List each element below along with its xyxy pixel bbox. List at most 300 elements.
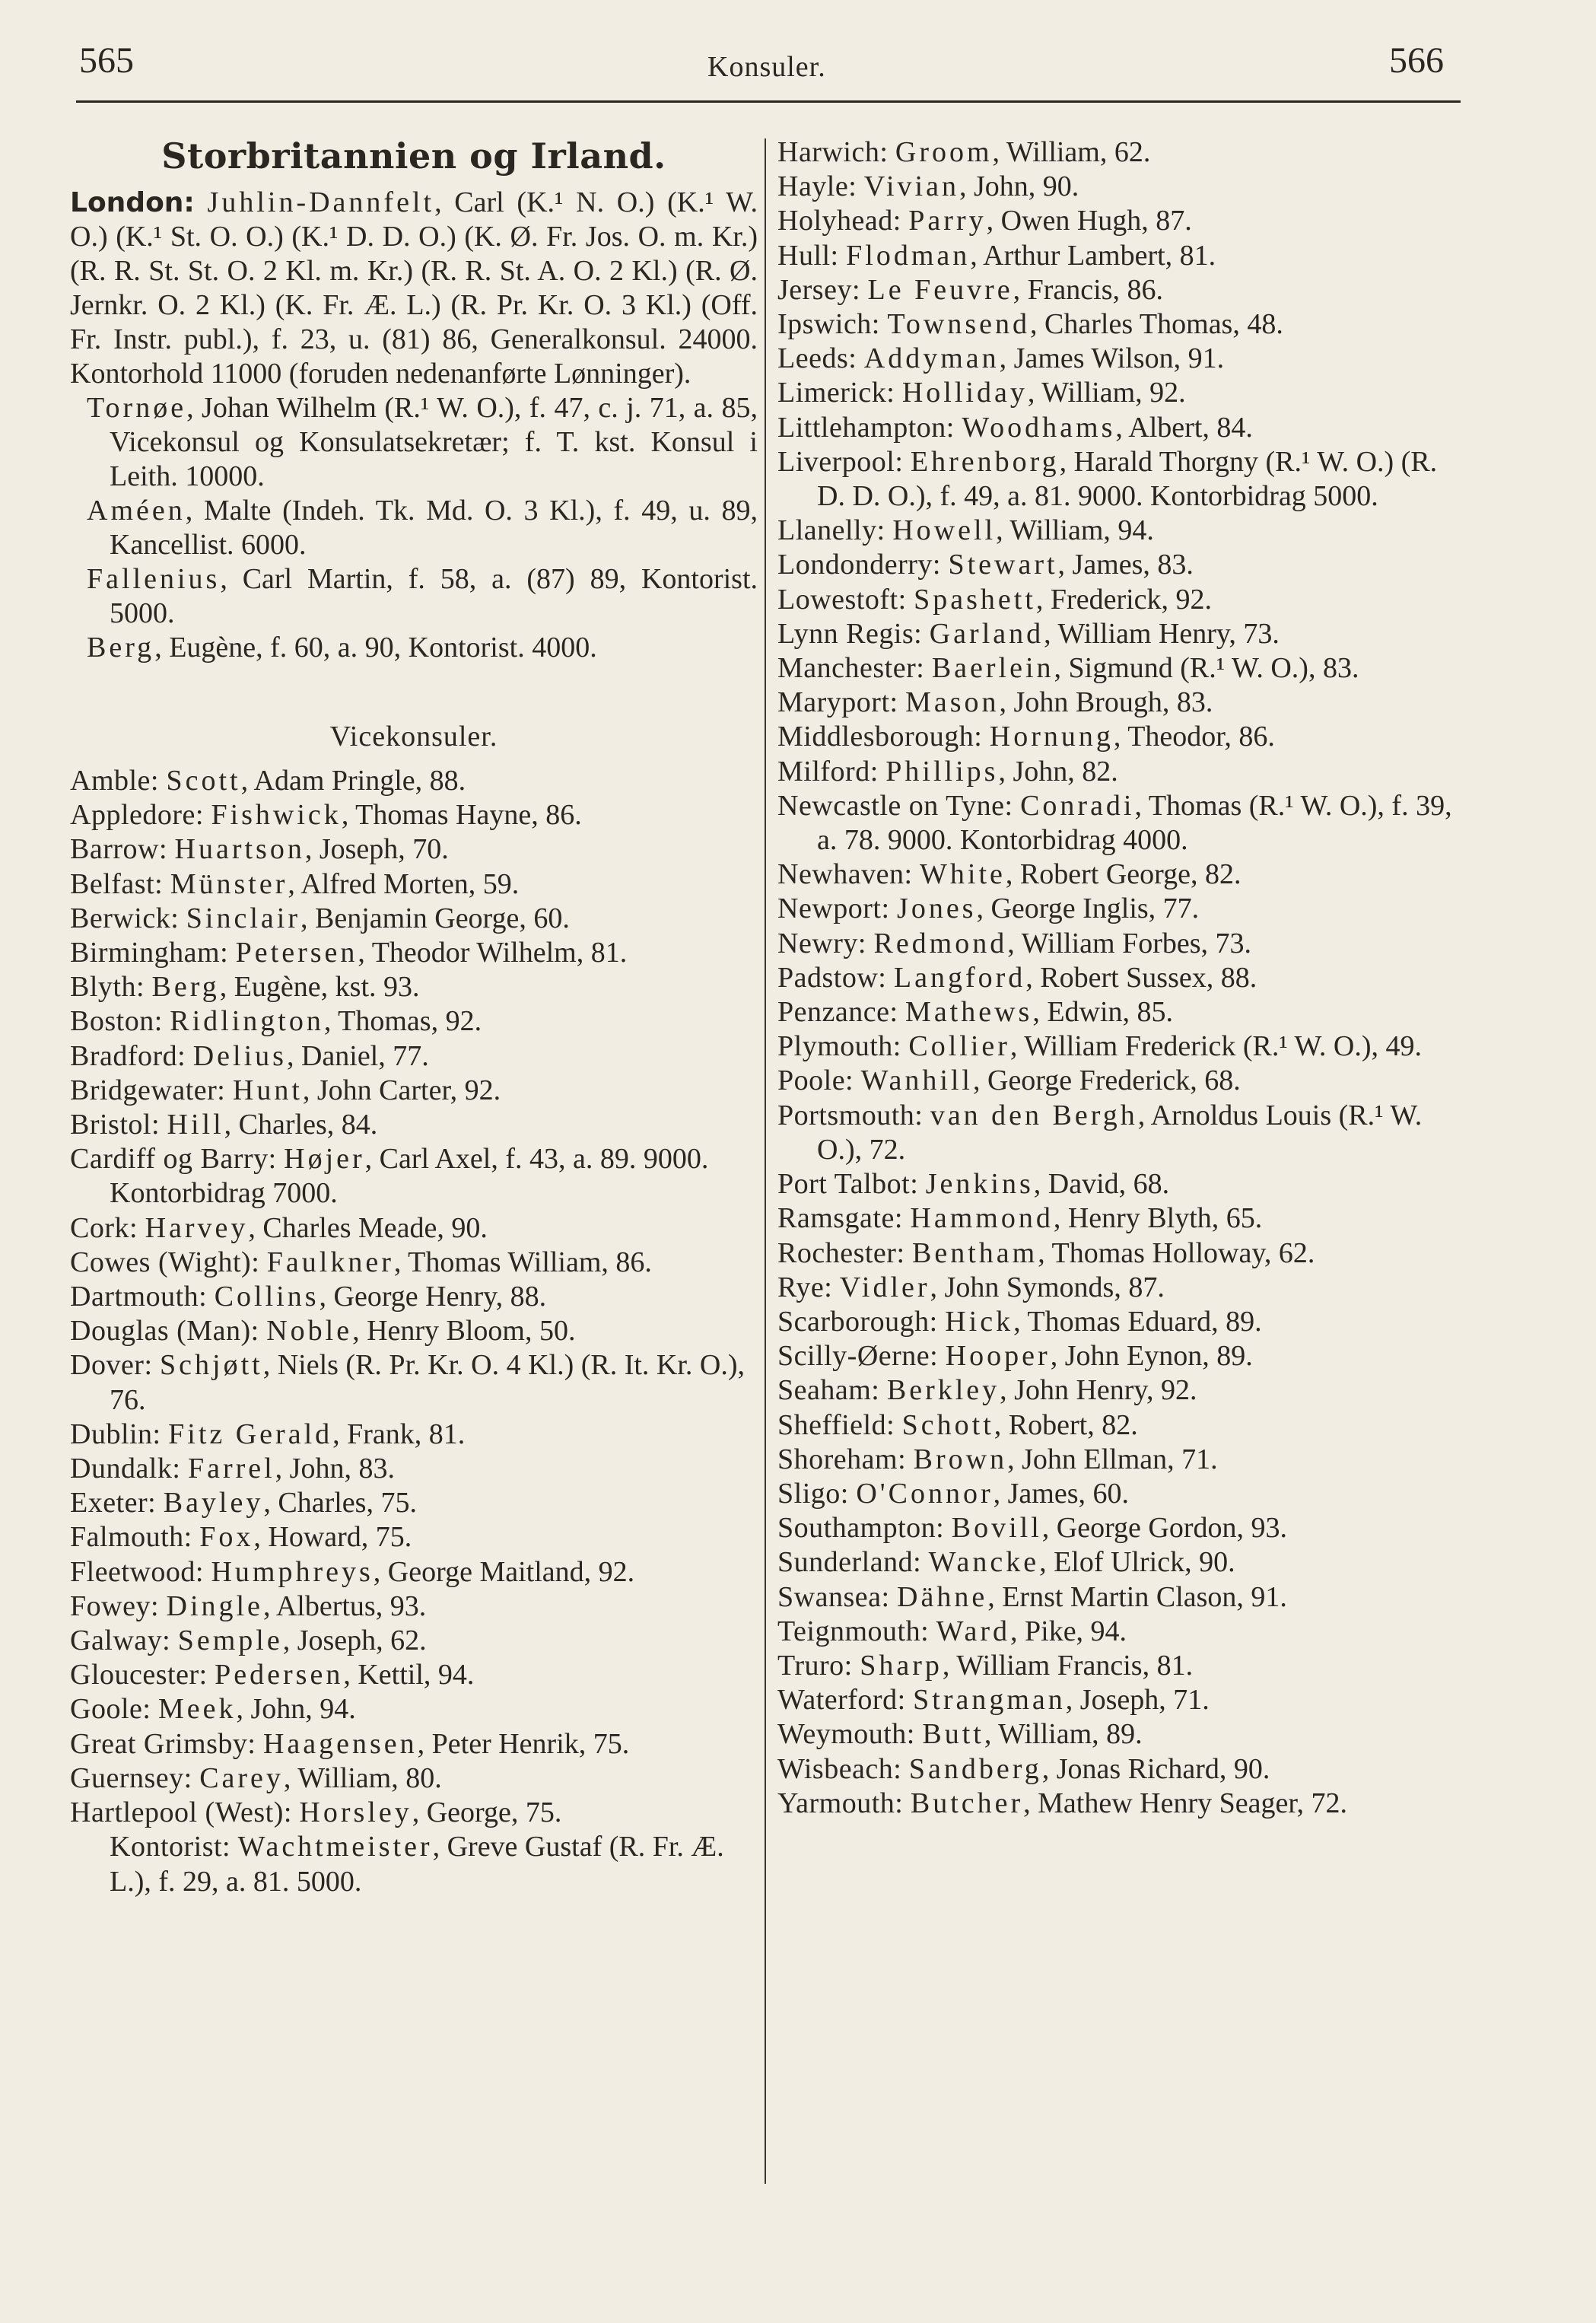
staff-entry <box>70 562 758 631</box>
entry-details: , Sigmund (R.¹ W. O.), 83. <box>1054 652 1359 685</box>
entry-name: Howell <box>892 514 997 547</box>
entry-name: Højer <box>284 1143 365 1176</box>
list-item <box>777 1511 1462 1545</box>
entry-details: , Charles Meade, 90. <box>248 1211 488 1244</box>
list-item <box>777 1649 1462 1683</box>
entry-name: Horsley <box>299 1796 412 1829</box>
entry-details: , George Gordon, 93. <box>1041 1512 1288 1545</box>
entry-details: , Thomas (R.¹ W. O.), f. 39, a. 78. 9000. Kontorbidrag 4000. <box>817 789 1452 857</box>
entry-details: , George Maitland, 92. <box>373 1555 635 1588</box>
column-divider <box>765 138 766 2184</box>
list-item <box>70 1418 758 1452</box>
entry-name: Ward <box>936 1615 1010 1647</box>
entry-name: Sinclair <box>186 902 300 934</box>
entry-details: , Thomas, 92. <box>323 1005 482 1038</box>
staff-details: , Johan Wilhelm (R.¹ W. O.), f. 47, c. j. 71, a. 85, Vicekonsul og Konsulatsekretær; f. T. kst. Konsul i Leith. 10000. <box>110 392 758 492</box>
entry-place: Lowestoft: <box>777 583 907 616</box>
list-item <box>70 1624 758 1658</box>
entry-details: , Joseph, 70. <box>304 833 449 866</box>
staff-name: Tornøe <box>87 392 187 424</box>
list-item <box>777 445 1462 514</box>
list-item <box>777 307 1462 342</box>
entry-place: Fowey: <box>70 1590 159 1622</box>
entry-place: Guernsey: <box>70 1761 192 1794</box>
page-header <box>0 33 1596 102</box>
entry-details: , Robert, 82. <box>994 1408 1138 1441</box>
entry-name: Schjøtt <box>160 1349 263 1382</box>
list-item <box>777 273 1462 307</box>
entry-place: Sheffield: <box>777 1408 895 1441</box>
entry-place: Littlehampton: <box>777 411 955 444</box>
entry-details: , Arthur Lambert, 81. <box>970 239 1216 272</box>
london-consul-general <box>70 186 758 391</box>
entry-place: Maryport: <box>777 686 898 719</box>
entry-name: Hammond <box>910 1202 1054 1235</box>
entry-details: , William, 80. <box>283 1761 442 1794</box>
list-item <box>777 583 1462 617</box>
list-item <box>777 755 1462 789</box>
list-item <box>777 1167 1462 1201</box>
entry-place: Wisbeach: <box>777 1752 902 1785</box>
list-item <box>777 1201 1462 1236</box>
entry-details: , Pike, 94. <box>1010 1615 1127 1647</box>
entry-details: , Ernst Martin Clason, 91. <box>987 1580 1287 1613</box>
entry-place: Blyth: <box>70 971 145 1004</box>
list-item <box>777 1339 1462 1373</box>
entry-details: , Frederick, 92. <box>1035 583 1213 616</box>
entry-details: , Eugène, kst. 93. <box>219 971 420 1004</box>
list-item <box>70 1039 758 1074</box>
list-item <box>70 764 758 798</box>
entry-details: , Theodor, 86. <box>1113 721 1275 753</box>
entry-details: , Adam Pringle, 88. <box>240 765 466 797</box>
entry-details: , William Frederick (R.¹ W. O.), 49. <box>1009 1030 1423 1063</box>
list-item <box>777 411 1462 445</box>
entry-name: Berg <box>151 971 220 1004</box>
list-item <box>70 1692 758 1726</box>
entry-place: Southampton: <box>777 1512 945 1545</box>
entry-details: , Robert George, 82. <box>1005 858 1242 891</box>
london-staff-list <box>70 391 758 665</box>
entry-place: Dover: <box>70 1349 153 1382</box>
page-number-left: 565 <box>79 40 134 81</box>
entry-details: , Peter Henrik, 75. <box>417 1727 630 1760</box>
entry-place: Dartmouth: <box>70 1281 208 1313</box>
entry-place: Truro: <box>777 1649 853 1682</box>
entry-name: Wanhill <box>860 1064 973 1097</box>
list-item <box>70 1761 758 1796</box>
entry-details: , Henry Blyth, 65. <box>1053 1202 1263 1235</box>
list-item <box>777 1787 1462 1821</box>
list-item <box>777 961 1462 995</box>
entry-details: , Thomas William, 86. <box>393 1246 652 1278</box>
entry-name: Semple <box>177 1625 283 1657</box>
list-item <box>70 1658 758 1692</box>
list-item <box>70 867 758 902</box>
entry-place: Dundalk: <box>70 1453 181 1485</box>
list-item <box>70 1211 758 1246</box>
entry-name: Pedersen <box>215 1659 344 1691</box>
entry-place: Goole: <box>70 1693 151 1726</box>
entry-name: Sharp <box>860 1649 943 1682</box>
list-item <box>70 970 758 1004</box>
staff-details: , Malte (Indeh. Tk. Md. O. 3 Kl.), f. 49, u. 89, Kancellist. 6000. <box>110 495 758 561</box>
list-item <box>777 342 1462 376</box>
entry-name: Langford <box>893 961 1026 994</box>
entry-details: , Theodor Wilhelm, 81. <box>358 937 628 969</box>
list-item <box>777 1580 1462 1615</box>
entry-name: Schott <box>901 1408 994 1441</box>
entry-details: , Elof Ulrick, 90. <box>1039 1546 1235 1579</box>
entry-name: Parry <box>908 205 987 237</box>
list-item <box>70 1280 758 1314</box>
entry-details: , George Frederick, 68. <box>973 1064 1241 1097</box>
entry-name: Groom <box>895 136 993 168</box>
entry-name: Flodman <box>846 239 971 272</box>
entry-details: , John Symonds, 87. <box>930 1271 1165 1303</box>
entry-place: Middlesborough: <box>777 721 983 753</box>
entry-name: Jenkins <box>925 1168 1034 1201</box>
list-item <box>777 617 1462 651</box>
entry-place: Rye: <box>777 1271 833 1303</box>
entry-details: , Niels (R. Pr. Kr. O. 4 Kl.) (R. It. Kr. O.), 76. <box>110 1349 746 1416</box>
entry-name: Mason <box>905 686 1000 719</box>
entry-place: Port Talbot: <box>777 1168 919 1201</box>
entry-details: , Albert, 84. <box>1115 411 1253 444</box>
list-item <box>777 548 1462 582</box>
entry-place: Limerick: <box>777 377 895 409</box>
entry-place: Amble: <box>70 765 159 797</box>
entry-place: Exeter: <box>70 1487 157 1519</box>
entry-details: , John Henry, 92. <box>1000 1374 1197 1407</box>
entry-place: Berwick: <box>70 902 180 934</box>
entry-place: Milford: <box>777 755 879 788</box>
entry-details: , Thomas Eduard, 89. <box>1013 1305 1262 1338</box>
entry-place: Kontorist: <box>110 1831 231 1863</box>
entry-name: Meek <box>157 1693 237 1726</box>
entry-place: Cork: <box>70 1211 138 1244</box>
entry-name: Dähne <box>897 1580 988 1613</box>
list-item <box>777 1477 1462 1511</box>
entry-name: Collins <box>214 1281 320 1313</box>
entry-details: , Jonas Richard, 90. <box>1041 1752 1270 1785</box>
entry-details: , James, 60. <box>993 1477 1129 1510</box>
entry-place: Swansea: <box>777 1580 890 1613</box>
entry-details: , John, 90. <box>959 170 1079 203</box>
entry-place: Holyhead: <box>777 205 901 237</box>
entry-name: Brown <box>913 1443 1008 1475</box>
list-item <box>70 832 758 867</box>
entry-place: Newry: <box>777 927 866 959</box>
entry-name: Phillips <box>885 755 999 788</box>
right-vicekonsul-list <box>777 135 1462 1821</box>
entry-name: Noble <box>266 1315 353 1348</box>
entry-place: Waterford: <box>777 1684 906 1717</box>
list-item <box>777 1064 1462 1098</box>
entry-details: , Alfred Morten, 59. <box>288 867 520 900</box>
list-item <box>777 1271 1462 1305</box>
entry-place: Newport: <box>777 893 890 925</box>
entry-place: Bridgewater: <box>70 1074 226 1106</box>
entry-place: Lynn Regis: <box>777 617 923 650</box>
entry-place: Boston: <box>70 1005 163 1038</box>
entry-name: Wachtmeister <box>237 1831 433 1863</box>
entry-details: , Greve Gustaf (R. Fr. Æ. L.), f. 29, a. 81. 5000. <box>110 1831 724 1898</box>
london-label: London: <box>70 187 195 218</box>
entry-details: , John, 94. <box>236 1693 356 1726</box>
entry-place: Shoreham: <box>777 1443 907 1475</box>
entry-place: Hayle: <box>777 170 857 203</box>
entry-name: Bayley <box>163 1487 264 1519</box>
running-head: Konsuler. <box>707 51 826 83</box>
consul-general-details: , Carl (K.¹ N. O.) (K.¹ W. O.) (K.¹ St. O. O.) (K.¹ D. D. O.) (K. Ø. Fr. Jos. O. m. Kr.) (R. R. St. St. O. 2 Kl. m. Kr.) (R. R. St. A. O. 2 Kl.) (R. Ø. Jernkr. O. 2 Kl.) (K. Fr. Æ. L.) (R. Pr. Kr. O. 3 Kl.) (Off. Fr. Instr. publ.), f. 23, u. (81) 86, Generalkonsul. 24000. Kontorhold 11000 (foruden nedenanførte Lønninger). <box>70 186 758 390</box>
list-item <box>777 1236 1462 1271</box>
list-item <box>70 1486 758 1520</box>
entry-details: , William, 92. <box>1027 377 1186 409</box>
entry-place: Newcastle on Tyne: <box>777 789 1013 822</box>
list-item <box>777 514 1462 548</box>
entry-name: Redmond <box>873 927 1008 959</box>
list-item <box>777 720 1462 754</box>
entry-place: Sligo: <box>777 1477 849 1510</box>
entry-name: Farrel <box>187 1453 275 1485</box>
entry-place: Great Grimsby: <box>70 1727 256 1760</box>
list-item <box>70 1004 758 1039</box>
entry-name: Bentham <box>912 1236 1038 1269</box>
entry-details: , George Henry, 88. <box>319 1281 547 1313</box>
entry-details: , Benjamin George, 60. <box>300 902 570 934</box>
list-item <box>70 1590 758 1624</box>
entry-place: Hull: <box>777 239 839 272</box>
entry-name: Petersen <box>235 937 358 969</box>
entry-details: , John, 83. <box>275 1453 395 1485</box>
entry-details: , William Henry, 73. <box>1044 617 1280 650</box>
entry-place: Seaham: <box>777 1374 880 1407</box>
entry-details: , Francis, 86. <box>1013 273 1164 306</box>
list-item <box>70 1555 758 1590</box>
list-item <box>777 1029 1462 1064</box>
entry-name: Münster <box>170 867 288 900</box>
list-item <box>777 1752 1462 1787</box>
list-item <box>70 1108 758 1142</box>
entry-details: , Owen Hugh, 87. <box>986 205 1192 237</box>
staff-entry <box>70 631 758 665</box>
entry-details: , George, 75. <box>412 1796 562 1829</box>
left-vicekonsul-list <box>70 764 758 1830</box>
staff-details: , Carl Martin, f. 58, a. (87) 89, Kontorist. 5000. <box>110 563 758 629</box>
entry-name: Butcher <box>910 1787 1024 1819</box>
entry-place: Galway: <box>70 1625 171 1657</box>
entry-name: Dingle <box>166 1590 263 1622</box>
entry-name: Hill <box>167 1109 224 1141</box>
entry-details: , Carl Axel, f. 43, a. 89. 9000. Kontorbidrag 7000. <box>110 1143 709 1210</box>
entry-name: Addyman <box>863 342 1000 375</box>
entry-place: Leeds: <box>777 342 857 375</box>
list-item <box>70 1520 758 1555</box>
entry-name: Faulkner <box>266 1246 394 1278</box>
entry-place: Douglas (Man): <box>70 1315 259 1348</box>
list-item <box>70 1727 758 1761</box>
list-item <box>777 170 1462 204</box>
entry-place: Manchester: <box>777 652 925 685</box>
entry-place: Gloucester: <box>70 1659 208 1691</box>
list-item <box>777 376 1462 410</box>
entry-place: Yarmouth: <box>777 1787 904 1819</box>
entry-details: , James, 83. <box>1057 549 1194 581</box>
list-item <box>777 1305 1462 1339</box>
list-item <box>777 1545 1462 1580</box>
entry-place: Scilly-Øerne: <box>777 1340 939 1373</box>
entry-details: , Daniel, 77. <box>286 1039 429 1072</box>
entry-name: Ridlington <box>170 1005 324 1038</box>
list-item <box>777 1615 1462 1649</box>
entry-place: Ramsgate: <box>777 1202 903 1235</box>
entry-details: , Kettil, 94. <box>343 1659 475 1691</box>
list-item <box>70 1074 758 1108</box>
entry-details: , Albertus, 93. <box>262 1590 427 1622</box>
entry-details: , John Brough, 83. <box>999 686 1213 719</box>
list-item <box>777 995 1462 1029</box>
entry-name: Sandberg <box>908 1752 1042 1785</box>
entry-details: , Charles, 84. <box>224 1109 378 1141</box>
entry-place: Harwich: <box>777 136 889 168</box>
entry-place: Newhaven: <box>777 858 913 891</box>
list-item <box>777 892 1462 926</box>
entry-place: Appledore: <box>70 799 204 832</box>
entry-name: Woodhams <box>962 411 1116 444</box>
entry-details: , William, 89. <box>984 1718 1143 1751</box>
entry-place: Belfast: <box>70 867 164 900</box>
entry-name: Collier <box>908 1030 1010 1063</box>
entry-details: , John Carter, 92. <box>302 1074 501 1106</box>
staff-entry <box>70 391 758 494</box>
page-number-right: 566 <box>1389 40 1444 81</box>
entry-details: , William Francis, 81. <box>942 1649 1194 1682</box>
list-item <box>777 135 1462 170</box>
entry-details: , Robert Sussex, 88. <box>1025 961 1257 994</box>
entry-name: Fishwick <box>211 799 342 832</box>
entry-details: , Joseph, 62. <box>282 1625 427 1657</box>
entry-place: Jersey: <box>777 273 861 306</box>
entry-place: Bristol: <box>70 1109 161 1141</box>
list-item <box>70 1796 758 1830</box>
list-item <box>777 789 1462 858</box>
staff-name: Berg <box>87 632 155 663</box>
hartlepool-kontorist <box>70 1830 758 1898</box>
entry-details: , Thomas Hayne, 86. <box>341 799 582 832</box>
entry-place: Birmingham: <box>70 937 229 969</box>
entry-name: Carey <box>199 1761 284 1794</box>
entry-name: Haagensen <box>262 1727 418 1760</box>
list-item <box>70 798 758 832</box>
entry-details: , John Eynon, 89. <box>1050 1340 1253 1373</box>
entry-name: O'Connor <box>856 1477 994 1510</box>
entry-name: Holliday <box>901 377 1028 409</box>
entry-place: Hartlepool (West): <box>70 1796 292 1829</box>
entry-name: Vivian <box>863 170 959 203</box>
list-item <box>777 1717 1462 1752</box>
list-item <box>777 239 1462 273</box>
entry-details: , William, 62. <box>992 136 1151 168</box>
list-item <box>70 936 758 970</box>
list-item <box>777 1373 1462 1408</box>
entry-details: , William, 94. <box>996 514 1154 547</box>
left-column <box>70 135 758 1899</box>
entry-details: , Harald Thorgny (R.¹ W. O.) (R. D. D. O.), f. 49, a. 81. 9000. Kontorbidrag 5000. <box>817 445 1438 513</box>
staff-name: Améen <box>87 495 186 527</box>
entry-name: Butt <box>922 1718 984 1751</box>
entry-details: , David, 68. <box>1033 1168 1170 1201</box>
list-item <box>70 1348 758 1417</box>
staff-details: , Eugène, f. 60, a. 90, Kontorist. 4000. <box>154 632 597 663</box>
entry-place: Llanelly: <box>777 514 885 547</box>
list-item <box>70 1314 758 1348</box>
consul-general-name: Juhlin-Dannfelt <box>207 186 435 218</box>
entry-name: Scott <box>166 765 241 797</box>
entry-place: Scarborough: <box>777 1305 938 1338</box>
entry-place: Dublin: <box>70 1418 161 1450</box>
vicekonsuler-heading: Vicekonsuler. <box>329 721 498 753</box>
entry-name: Conradi <box>1020 789 1135 822</box>
entry-name: Bovill <box>951 1512 1042 1545</box>
entry-details: , Joseph, 71. <box>1065 1684 1210 1717</box>
list-item <box>777 1099 1462 1167</box>
entry-name: Spashett <box>914 583 1036 616</box>
staff-entry <box>70 494 758 562</box>
entry-name: Delius <box>192 1039 287 1072</box>
entry-name: Hornung <box>989 721 1114 753</box>
entry-details: , Mathew Henry Seager, 72. <box>1023 1787 1347 1819</box>
list-item <box>70 902 758 936</box>
entry-place: Ipswich: <box>777 308 880 341</box>
entry-place: Cardiff og Barry: <box>70 1143 277 1176</box>
list-item <box>70 1246 758 1280</box>
entry-name: Strangman <box>913 1684 1066 1717</box>
entry-name: Baerlein <box>931 652 1054 685</box>
list-item <box>777 686 1462 720</box>
entry-place: Barrow: <box>70 833 168 866</box>
entry-name: Fox <box>199 1521 254 1554</box>
entry-name: Jones <box>897 893 977 925</box>
entry-name: Vidler <box>839 1271 930 1303</box>
list-item <box>777 1443 1462 1477</box>
country-heading: Storbritannien og Irland. <box>161 135 666 177</box>
entry-name: Humphreys <box>211 1555 374 1588</box>
entry-name: Hick <box>945 1305 1014 1338</box>
list-item <box>777 1408 1462 1443</box>
list-item <box>777 927 1462 961</box>
entry-name: Hooper <box>945 1340 1051 1373</box>
entry-name: White <box>920 858 1006 891</box>
entry-name: Townsend <box>887 308 1031 341</box>
entry-details: , Frank, 81. <box>332 1418 466 1450</box>
list-item <box>777 651 1462 686</box>
right-column <box>777 135 1462 1821</box>
entry-name: Ehrenborg <box>910 445 1060 478</box>
entry-place: Falmouth: <box>70 1521 192 1554</box>
header-rule <box>76 100 1461 103</box>
entry-details: , Howard, 75. <box>253 1521 412 1554</box>
entry-details: , John, 82. <box>998 755 1118 788</box>
entry-name: Berkley <box>886 1374 1000 1407</box>
staff-name: Fallenius <box>87 563 221 595</box>
entry-details: , Charles Thomas, 48. <box>1030 308 1283 341</box>
entry-place: Fleetwood: <box>70 1555 204 1588</box>
entry-place: Plymouth: <box>777 1030 901 1063</box>
entry-name: Mathews <box>905 996 1033 1029</box>
list-item <box>777 858 1462 892</box>
entry-place: Penzance: <box>777 996 898 1029</box>
